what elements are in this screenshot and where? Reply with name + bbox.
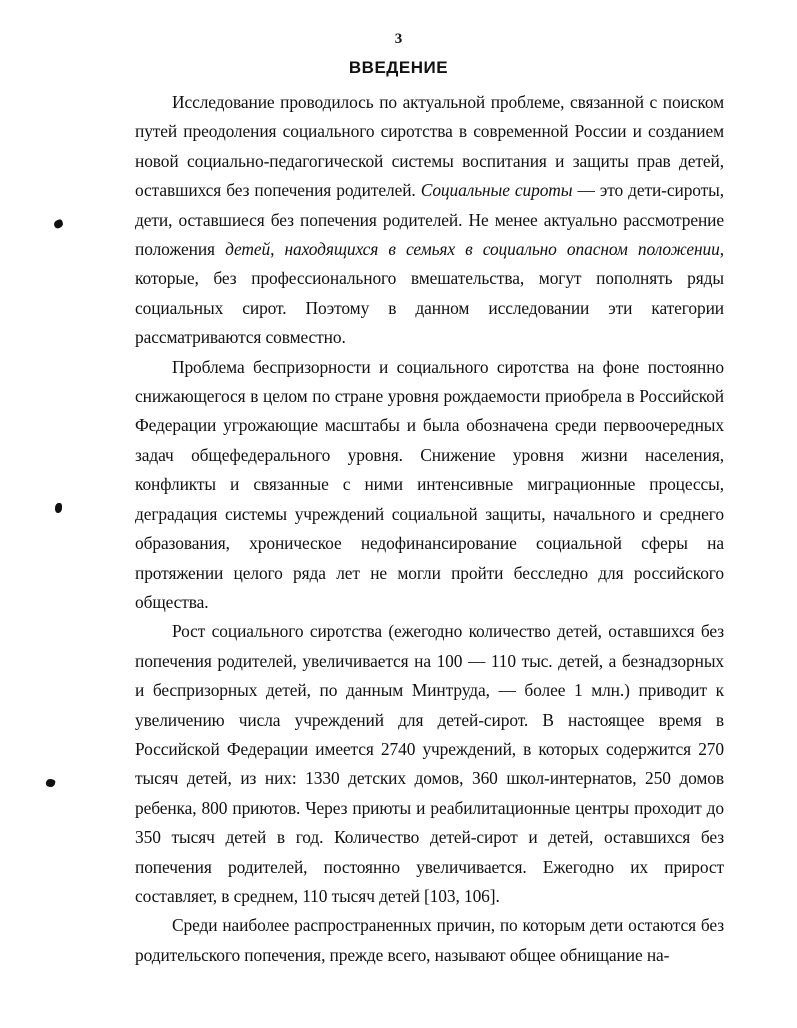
paragraph-4: Среди наиболее распространенных причин, по которым дети остаются без родительского попечения, прежде всего, называют общее обнищание на-: [135, 915, 724, 965]
scan-speck-mark: [45, 778, 56, 788]
paragraph-3: Рост социального сиротства (ежегодно количество детей, оставшихся без попечения родителей, увеличивается на 100 — 110 тыс. детей, а безнадзорных и беспризорных детей, по данным Минтруда, — более 1 млн.) приводит к увеличению числа учреждений для детей-сирот. В настоящее время в Российской Федерации имеется 2740 учреждений, в которых содержится 270 тысяч детей, из них: 1330 детских домов, 360 школ-интернатов, 250 домов ребенка, 800 приютов. Через приюты и реабилитационные центры проходит до 350 тысяч детей в год. Количество детей-сирот и детей, оставшихся без попечения родителей, постоянно увеличивается. Ежегодно их прирост составляет, в среднем, 110 тысяч детей [103, 106].: [135, 621, 724, 906]
scan-speck-mark: [53, 219, 64, 230]
page-title: ВВЕДЕНИЕ: [348, 58, 449, 77]
body-text: [135, 88, 724, 970]
paragraph-1-text-a: Исследование проводилось по актуальной проблеме, связанной с поиском путей преодоления социального сиротства в современной России и созданием новой социально-педагогической системы воспитания и защиты прав детей, оставшихся без попечения родителей.: [135, 92, 724, 201]
scan-speck-mark: [55, 503, 62, 513]
term-social-orphans: Социальные сироты: [420, 180, 573, 201]
paragraph-1-text-c: , которые, без профессионального вмешательства, могут пополнять ряды социальных сирот. Поэтому в данном исследовании эти категории рассматриваются совместно.: [135, 239, 724, 348]
term-children-in-danger: детей, находящихся в семьях в социально опасном положении: [225, 239, 720, 260]
page-number: 3: [394, 31, 403, 47]
paragraph-1: [135, 88, 724, 353]
paragraph-2: Проблема беспризорности и социального сиротства на фоне постоянно снижающегося в целом по стране уровня рождаемости приобрела в Российской Федерации угрожающие масштабы и была обозначена среди первоочередных задач общефедерального уровня. Снижение уровня жизни населения, конфликты и связанные с ними интенсивные миграционные процессы, деградация системы учреждений социальной защиты, начального и среднего образования, хроническое недофинансирование социальной сферы на протяжении целого ряда лет не могли пройти бесследно для российского общества.: [135, 356, 724, 612]
paragraph-1-text-b: — это дети-сироты, дети, оставшиеся без попечения родителей. Не менее актуально рассмотрение положения: [135, 180, 724, 260]
